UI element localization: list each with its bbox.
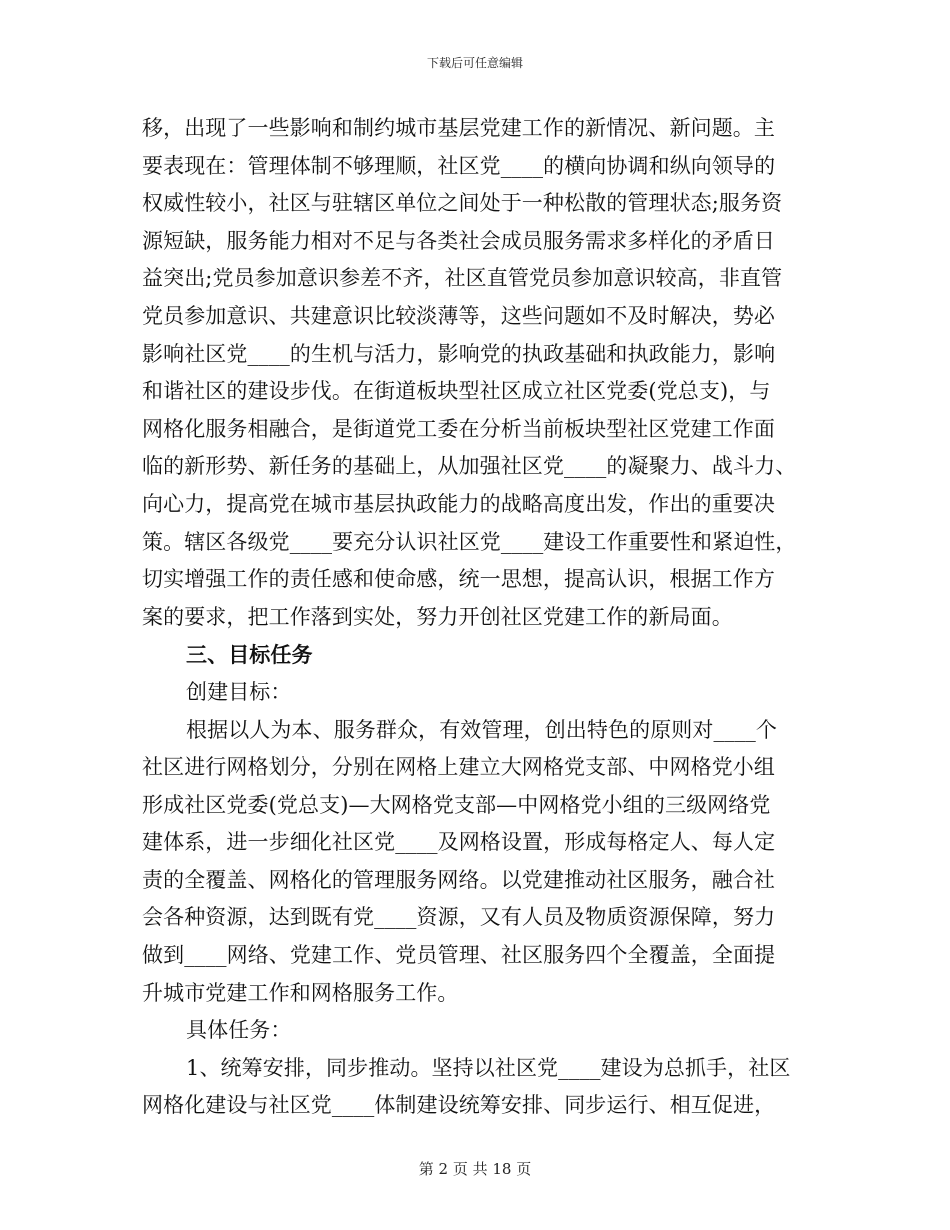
text-line: 切实增强工作的责任感和使命感，统一思想，提高认识，根据工作方 <box>142 567 775 592</box>
text-line: 党员参加意识、共建意识比较淡薄等，这些问题如不及时解决，势必 <box>142 303 775 328</box>
text-line: 根据以人为本、服务群众，有效管理，创出特色的原则对____个 <box>186 717 777 742</box>
page-footer: 第 2 页 共 18 页 <box>418 1160 532 1178</box>
section-heading: 三、目标任务 <box>186 642 313 668</box>
text-line: 影响社区党____的生机与活力，影响党的执政基础和执政能力，影响 <box>142 341 776 366</box>
text-line: 网格化建设与社区党____体制建设统筹安排、同步运行、相互促进， <box>142 1093 776 1118</box>
text-line: 会各种资源，达到既有党____资源，又有人员及物质资源保障，努力 <box>142 905 776 930</box>
text-line: 源短缺，服务能力相对不足与各类社会成员服务需求多样化的矛盾日 <box>142 228 775 253</box>
text-line: 责的全覆盖、网格化的管理服务网络。以党建推动社区服务，融合社 <box>142 867 775 892</box>
text-line: 1、统筹安排，同步推动。坚持以社区党____建设为总抓手，社区 <box>186 1055 791 1080</box>
text-line: 社区进行网格划分，分别在网格上建立大网格党支部、中网格党小组 <box>142 755 775 780</box>
text-line: 创建目标： <box>186 679 292 704</box>
text-line: 策。辖区各级党____要充分认识社区党____建设工作重要性和紧迫性， <box>142 529 797 554</box>
text-line: 和谐社区的建设步伐。在街道板块型社区成立社区党委(党总支)，与 <box>142 379 771 404</box>
text-line: 向心力，提高党在城市基层执政能力的战略高度出发，作出的重要决 <box>142 491 775 516</box>
text-line: 益突出;党员参加意识参差不齐，社区直管党员参加意识较高，非直管 <box>142 266 783 291</box>
document-body <box>142 110 802 1125</box>
text-line: 网格化服务相融合，是街道党工委在分析当前板块型社区党建工作面 <box>142 416 775 441</box>
text-line: 临的新形势、新任务的基础上，从加强社区党____的凝聚力、战斗力、 <box>142 454 797 479</box>
text-line: 要表现在：管理体制不够理顺，社区党____的横向协调和纵向领导的 <box>142 153 776 178</box>
page-header: 下载后可任意编辑 <box>426 56 523 70</box>
text-line: 权威性较小，社区与驻辖区单位之间处于一种松散的管理状态;服务资 <box>142 191 783 216</box>
text-line: 形成社区党委(党总支)—大网格党支部—中网格党小组的三级网络党 <box>142 792 771 817</box>
text-line: 案的要求，把工作落到实处，努力开创社区党建工作的新局面。 <box>142 604 733 629</box>
text-line: 移，出现了一些影响和制约城市基层党建工作的新情况、新问题。主 <box>142 116 775 140</box>
text-line: 做到____网络、党建工作、党员管理、社区服务四个全覆盖，全面提 <box>142 943 776 968</box>
text-line: 建体系，进一步细化社区党____及网格设置，形成每格定人、每人定 <box>142 830 776 855</box>
text-line: 具体任务： <box>186 1018 292 1043</box>
text-line: 升城市党建工作和网格服务工作。 <box>142 980 459 1005</box>
